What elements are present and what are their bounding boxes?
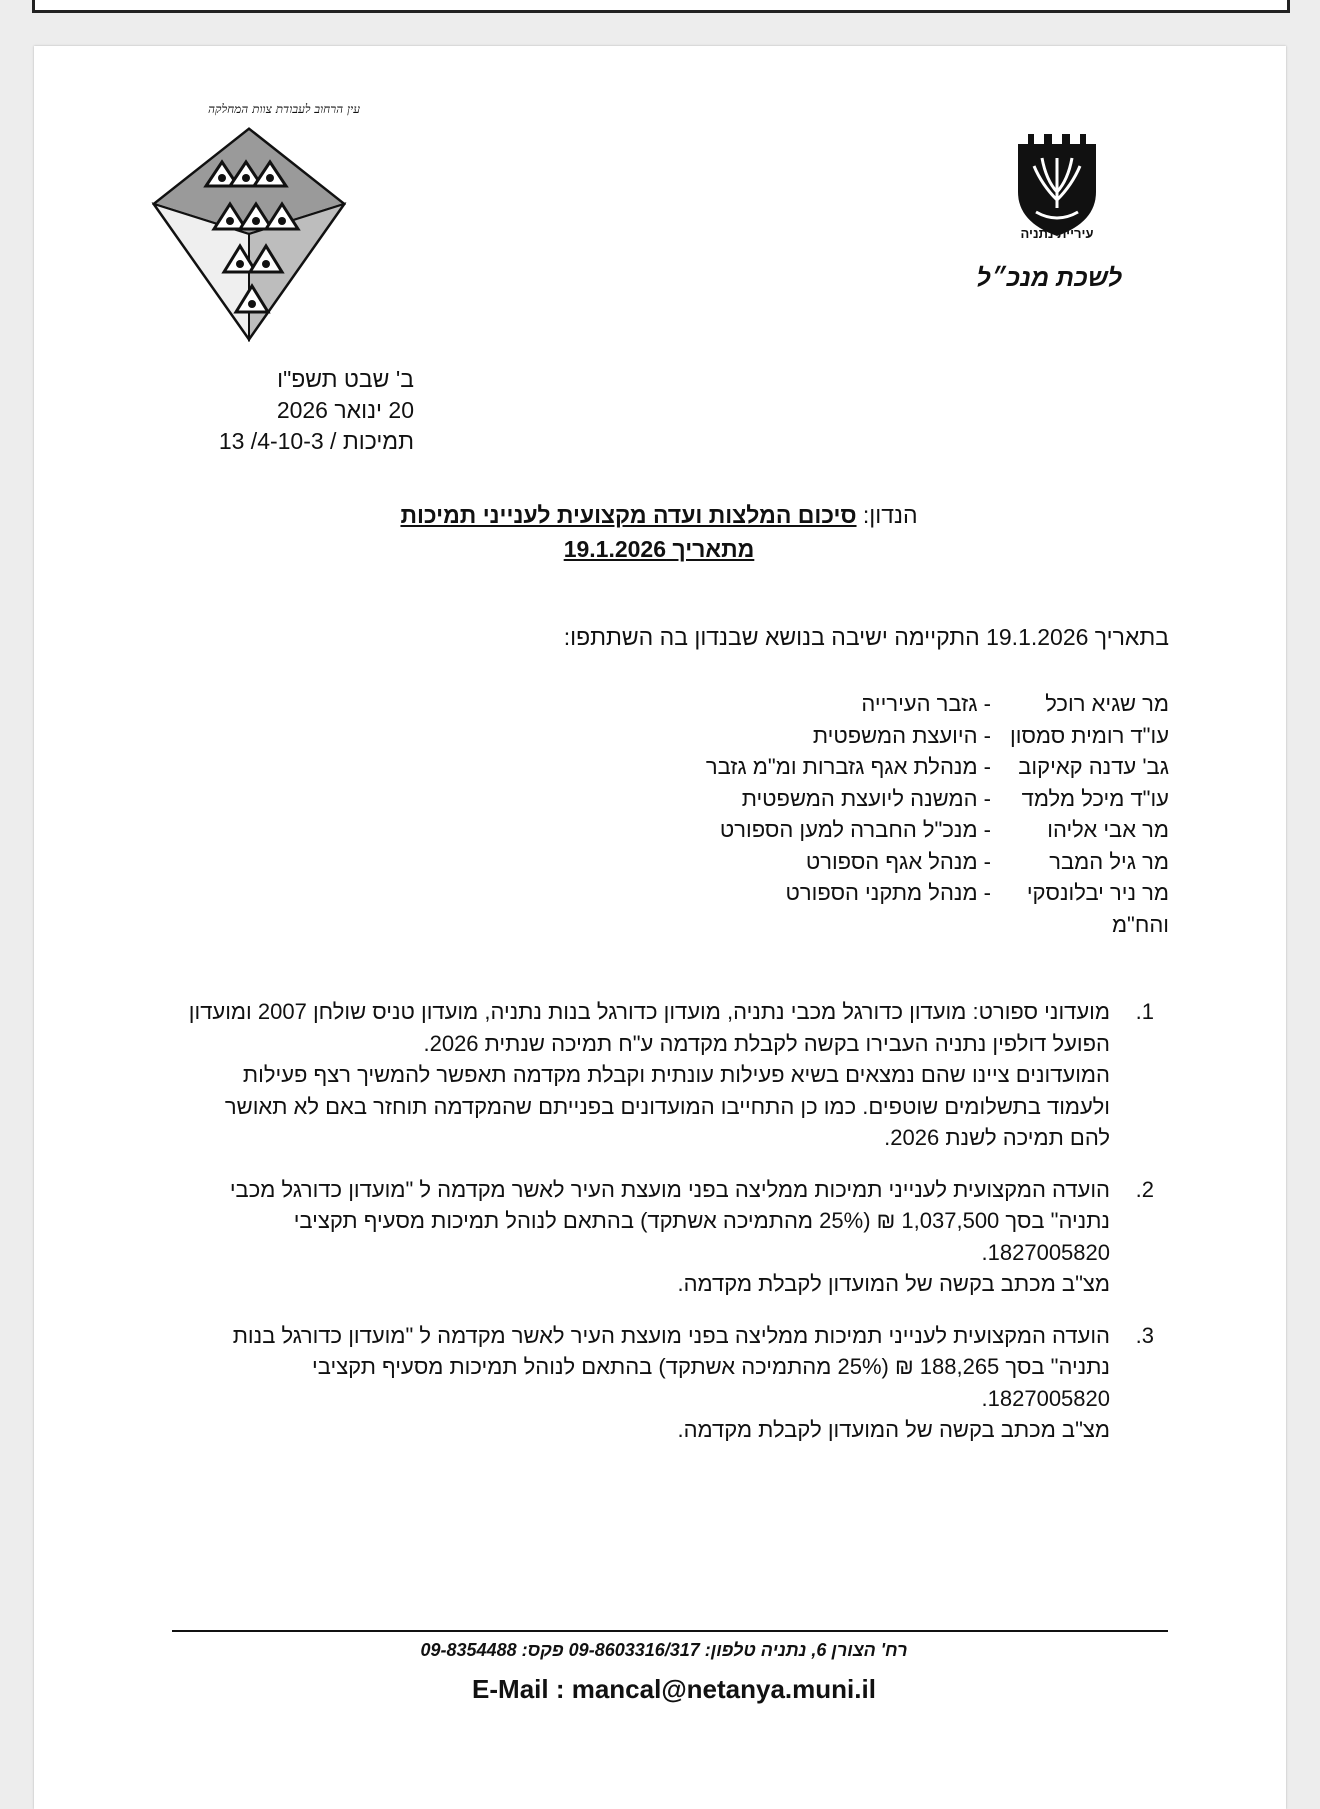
item-paragraph: המועדונים ציינו שהם נמצאים בשיא פעילות עונתית וקבלת מקדמה תאפשר להמשיך רצף פעילות ולעמוד בתשלומים שוטפים. כמו כן התחייבו המועדונים בפנייתם שהמקדמה תוחזר באם לא תאושר להם תמיכה לשנת 2026. <box>224 1062 1110 1150</box>
date-block <box>174 364 414 457</box>
logo-caption: עין הרחוב לעבודת צוות המחלקה <box>208 102 360 116</box>
item-paragraph: הועדה המקצועית לענייני תמיכות ממליצה בפני מועצת העיר לאשר מקדמה ל "מועדון כדורגל מכבי נתניה" בסך 1,037,500 ₪ (25% מהתמיכה אשתקד) בהתאם לנוהל תמיכות מסעיף תקציבי 1827005820. <box>229 1176 1110 1265</box>
participant-name: מר ניר יבלונסקי <box>1026 880 1169 905</box>
participant-role: - המשנה ליועצת המשפטית <box>741 785 991 811</box>
item-number: 2. <box>1135 1176 1154 1202</box>
participants-list <box>594 688 1169 940</box>
item-paragraph: מועדוני ספורט: מועדון כדורגל מכבי נתניה, מועדון כדורגל בנות נתניה, מועדון טניס שולחן 2007 ומועדון הפועל דולפין נתניה העבירו בקשה לקבלת מקדמה ע"ח תמיכה שנתית 2026. <box>188 999 1110 1056</box>
participant-row <box>594 751 1169 783</box>
footer-address: רח' הצורן 6, נתניה טלפון: 09-8603316/317 פקס: 09-8354488 <box>420 1640 908 1660</box>
participant-role: - היועצת המשפטית <box>812 722 991 748</box>
participant-name: גב' עדנה קאיקוב <box>1018 754 1169 779</box>
item-number: 1. <box>1135 999 1154 1024</box>
subject-date: מתאריך 19.1.2026 <box>563 536 755 562</box>
diamond-emblem-logo <box>144 124 354 344</box>
participant-row <box>594 909 1169 941</box>
intro-text: בתאריך 19.1.2026 התקיימה ישיבה בנושא שבנדון בה השתתפו: <box>563 624 1169 650</box>
item-paragraph: מצ"ב מכתב בקשה של המועדון לקבלת מקדמה. <box>677 1417 1110 1442</box>
recommendation-items <box>184 996 1154 1466</box>
participant-row <box>594 846 1169 878</box>
participant-name: מר אבי אליהו <box>1047 817 1169 842</box>
reference-number: תמיכות / 4-10-3/ 13 <box>218 428 414 454</box>
participant-row <box>594 877 1169 909</box>
participant-role: - מנהל אגף הספורט <box>805 848 991 874</box>
netanya-crest-icon <box>1012 130 1102 240</box>
participant-role: - מנכ"ל החברה למען הספורט <box>719 817 991 842</box>
participant-name: מר שגיא רוכל <box>1045 691 1169 716</box>
participant-name: עו"ד רומית סמסון <box>1010 722 1169 748</box>
letter-page <box>34 46 1286 1809</box>
participant-row <box>594 783 1169 815</box>
list-item <box>184 996 1154 1154</box>
participant-name: עו"ד מיכל מלמד <box>1021 785 1169 811</box>
item-paragraph: מצ"ב מכתב בקשה של המועדון לקבלת מקדמה. <box>677 1271 1110 1296</box>
participant-row <box>594 688 1169 720</box>
list-item <box>184 1320 1154 1446</box>
hebrew-date: ב' שבט תשפ"ו <box>277 366 414 392</box>
subject-prefix: הנדון: <box>862 502 918 528</box>
participant-role: - מנהל מתקני הספורט <box>785 880 991 905</box>
participant-row <box>594 720 1169 752</box>
item-paragraph: הועדה המקצועית לענייני תמיכות ממליצה בפני מועצת העיר לאשר מקדמה ל "מועדון כדורגל בנות נתניה" בסך 188,265 ₪ (25% מהתמיכה אשתקד) בהתאם לנוהל תמיכות מסעיף תקציבי 1827005820. <box>232 1322 1110 1411</box>
participants-suffix: והח"מ <box>1111 911 1169 937</box>
participant-role: - גזבר העירייה <box>861 691 991 716</box>
item-number: 3. <box>1135 1322 1154 1348</box>
office-name: לשכת מנכ״ל <box>976 264 1122 292</box>
subject-block <box>334 498 984 566</box>
gregorian-date: 20 ינואר 2026 <box>276 397 414 423</box>
previous-page-edge <box>32 0 1290 13</box>
footer-email: E-Mail : mancal@netanya.muni.il <box>472 1674 876 1704</box>
footer-divider <box>172 1630 1168 1632</box>
list-item <box>184 1174 1154 1300</box>
participant-name: מר גיל המבר <box>1049 848 1169 874</box>
subject-title: סיכום המלצות ועדה מקצועית לענייני תמיכות <box>400 502 857 528</box>
municipality-label: עיריית נתניה <box>1020 226 1094 241</box>
participant-row <box>594 814 1169 846</box>
participant-role: - מנהלת אגף גזברות ומ"מ גזבר <box>705 754 991 779</box>
